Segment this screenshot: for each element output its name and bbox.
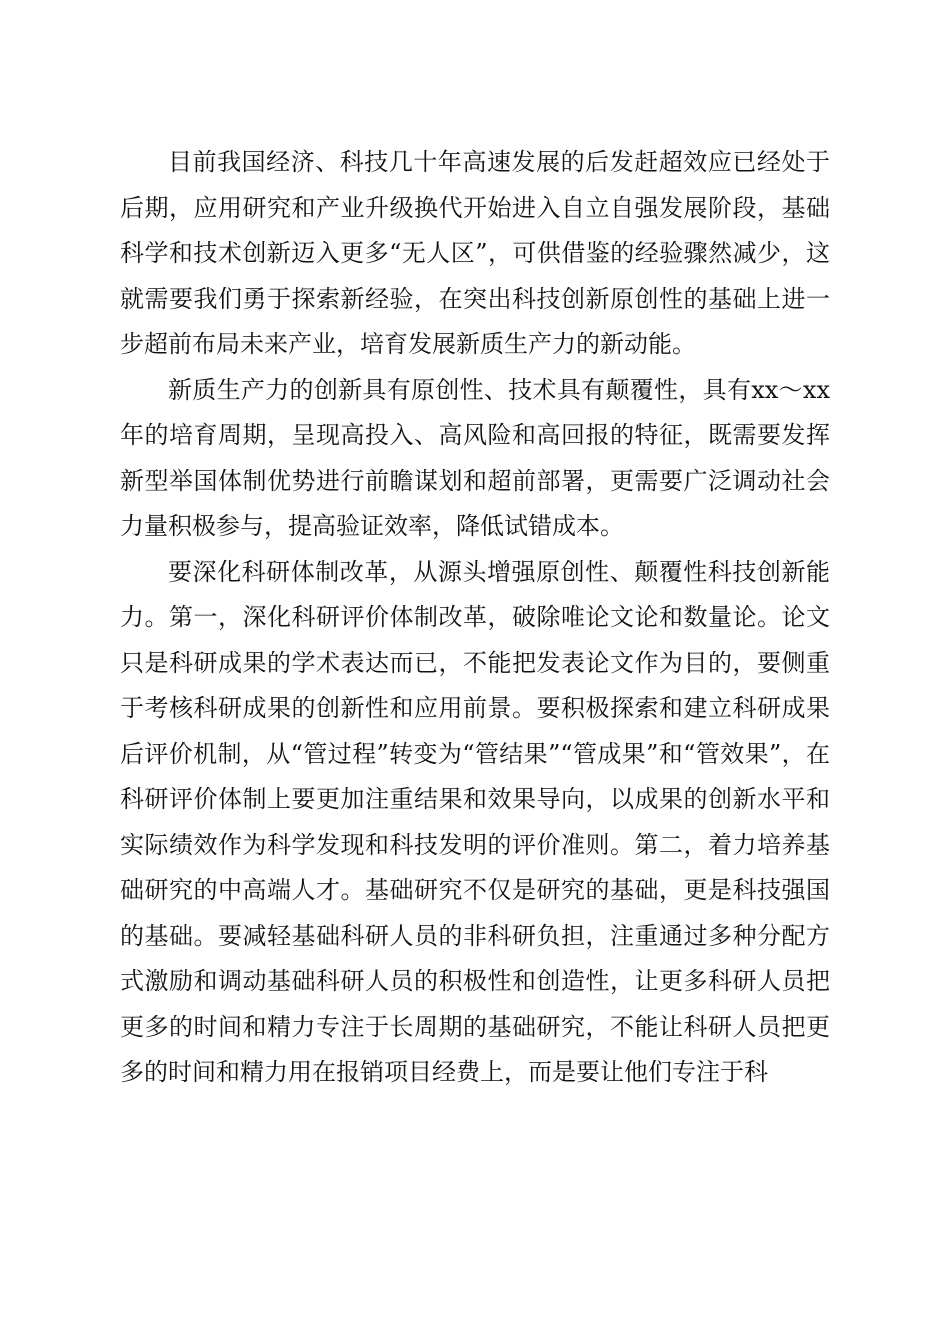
paragraph-3: 要深化科研体制改革，从源头增强原创性、颠覆性科技创新能力。第一，深化科研评价体制改革，破除唯论文论和数量论。论文只是科研成果的学术表达而已，不能把发表论文作为目的，要侧重于考核科研成果的创新性和应用前景。要积极探索和建立科研成果后评价机制，从“管过程”转变为“管结果”“管成果”和“管效果”，在科研评价体制上要更加注重结果和效果导向，以成果的创新水平和实际绩效作为科学发现和科技发明的评价准则。第二，着力培养基础研究的中高端人才。基础研究不仅是研究的基础，更是科技强国的基础。要减轻基础科研人员的非科研负担，注重通过多种分配方式激励和调动基础科研人员的积极性和创造性，让更多科研人员把更多的时间和精力专注于长周期的基础研究，不能让科研人员把更多的时间和精力用在报销项目经费上，而是要让他们专注于科: [120, 557, 830, 1086]
paragraph-2: 新质生产力的创新具有原创性、技术具有颠覆性，具有xx～xx年的培育周期，呈现高投入、高风险和高回报的特征，既需要发挥新型举国体制优势进行前瞻谋划和超前部署，更需要广泛调动社会力量积极参与，提高验证效率，降低试错成本。: [120, 375, 830, 540]
document-body: [120, 140, 830, 1096]
paragraph-1: 目前我国经济、科技几十年高速发展的后发赶超效应已经处于后期，应用研究和产业升级换代开始进入自立自强发展阶段，基础科学和技术创新迈入更多“无人区”，可供借鉴的经验骤然减少，这就需要我们勇于探索新经验，在突出科技创新原创性的基础上进一步超前布局未来产业，培育发展新质生产力的新动能。: [120, 148, 830, 358]
